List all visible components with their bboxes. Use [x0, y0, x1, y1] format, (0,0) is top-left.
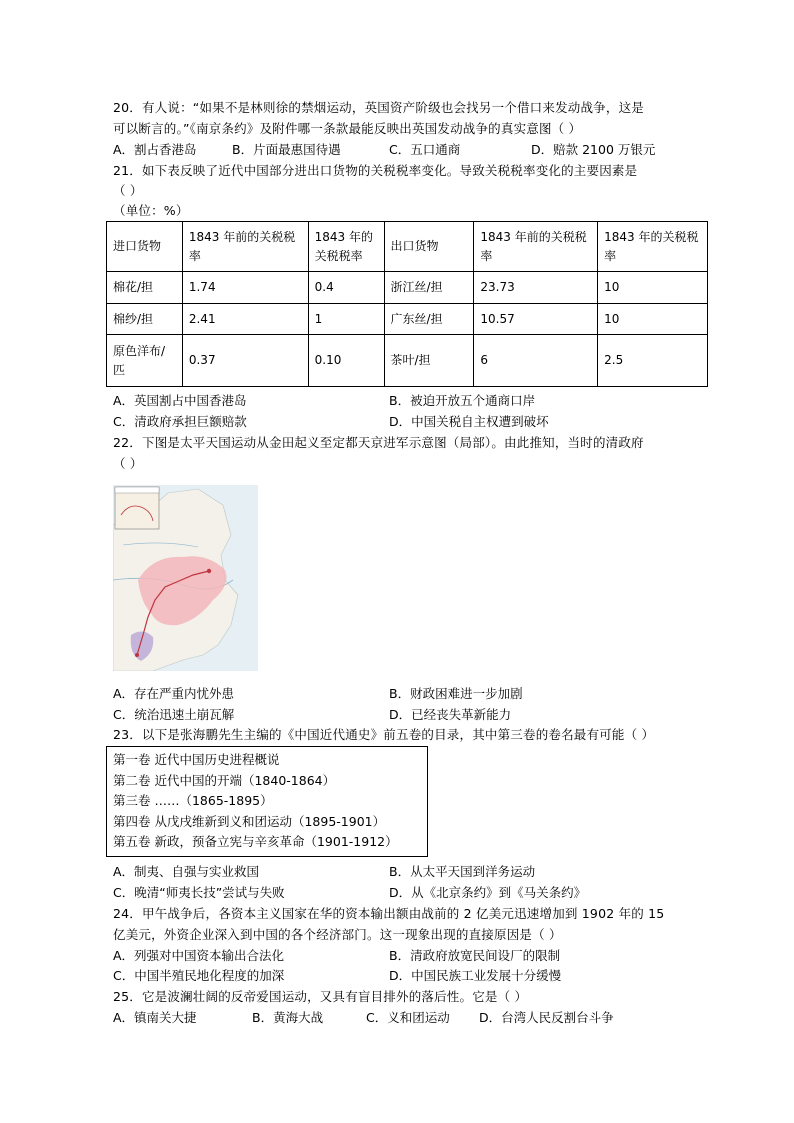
table-cell: 10 [598, 304, 708, 335]
q23-stem: 23．以下是张海鹏先生主编的《中国近代通史》前五卷的目录，其中第三卷的卷名最有可能（ ） [113, 727, 655, 742]
contents-row: 第三卷 ……（1865-1895） [113, 793, 273, 809]
table-cell: 浙江丝/担 [384, 272, 474, 304]
q24-option-b[interactable]: B．清政府放宽民间设厂的限制 [389, 948, 561, 963]
table-cell: 10 [598, 272, 708, 304]
table-cell: 棉花/担 [107, 272, 183, 304]
q24-stem-line2: 亿美元，外资企业深入到中国的各个经济部门。这一现象出现的直接原因是（ ） [113, 927, 562, 942]
q25-option-c[interactable]: C．义和团运动 [366, 1010, 450, 1025]
q23-option-d[interactable]: D．从《北京条约》到《马关条约》 [389, 885, 587, 900]
q25-stem: 25．它是波澜壮阔的反帝爱国运动，又具有盲目排外的落后性。它是（ ） [113, 989, 528, 1004]
table-cell: 6 [474, 335, 598, 387]
contents-row: 第一卷 近代中国历史进程概说 [113, 752, 280, 767]
q21-unit: （单位：%） [113, 203, 189, 218]
table-row [107, 272, 708, 304]
q20-option-c[interactable]: C．五口通商 [389, 142, 461, 157]
q22-stem-line1: 22．下图是太平天国运动从金田起义至定都天京进军示意图（局部）。由此推知，当时的清政府 [113, 435, 644, 450]
table-cell: 棉纱/担 [107, 304, 183, 335]
q20-stem-line1: 20．有人说：“如果不是林则徐的禁烟运动，英国资产阶级也会找另一个借口来发动战争，这是 [113, 100, 644, 115]
table-row [107, 335, 708, 387]
q24-option-d[interactable]: D．中国民族工业发展十分缓慢 [389, 968, 562, 983]
table-cell: 2.5 [598, 335, 708, 387]
table-cell: 10.57 [474, 304, 598, 335]
contents-row: 第四卷 从戊戌维新到义和团运动（1895-1901） [113, 813, 386, 829]
q22-option-b[interactable]: B．财政困难进一步加剧 [389, 686, 523, 701]
q21-stem-line2: （ ） [113, 183, 143, 198]
q23-option-a[interactable]: A．制夷、自强与实业救国 [113, 864, 260, 879]
table-cell: 2.41 [182, 304, 308, 335]
q25-option-b[interactable]: B．黄海大战 [252, 1010, 324, 1025]
q20-option-d[interactable]: D．赔款 2100 万银元 [531, 142, 656, 157]
table-cell: 0.10 [308, 335, 384, 387]
q25-option-a[interactable]: A．镇南关大捷 [113, 1010, 197, 1025]
table-cell: 0.37 [182, 335, 308, 387]
q25-option-d[interactable]: D．台湾人民反割台斗争 [479, 1010, 614, 1025]
q22-option-c[interactable]: C．统治迅速土崩瓦解 [113, 707, 235, 722]
table-cell: 茶叶/担 [384, 335, 474, 387]
table-header-cell: 1843 年前的关税税率 [182, 222, 308, 272]
q22-option-d[interactable]: D．已经丧失革新能力 [389, 707, 512, 722]
q21-option-d[interactable]: D．中国关税自主权遭到破坏 [389, 414, 549, 429]
q22-stem-line2: （ ） [113, 456, 143, 471]
table-cell: 1 [308, 304, 384, 335]
q20-option-b[interactable]: B．片面最惠国待遇 [232, 142, 341, 157]
q20-option-a[interactable]: A．割占香港岛 [113, 142, 197, 157]
taiping-march-map [113, 485, 258, 671]
table-cell: 1.74 [182, 272, 308, 304]
map-graphic [113, 485, 258, 671]
q21-option-a[interactable]: A．英国割占中国香港岛 [113, 393, 247, 408]
table-header-cell: 进口货物 [107, 222, 183, 272]
book-contents-box [106, 746, 428, 857]
q21-stem-line1: 21．如下表反映了近代中国部分进出口货物的关税税率变化。导致关税税率变化的主要因素是 [113, 163, 638, 178]
q20-stem-line2: 可以断言的。”《南京条约》及附件哪一条款最能反映出英国发动战争的真实意图（ ） [113, 121, 582, 136]
q21-option-b[interactable]: B．被迫开放五个通商口岸 [389, 393, 536, 408]
q22-option-a[interactable]: A．存在严重内忧外患 [113, 686, 235, 701]
table-cell: 广东丝/担 [384, 304, 474, 335]
tariff-table [106, 221, 708, 387]
q23-option-b[interactable]: B．从太平天国到洋务运动 [389, 864, 536, 879]
table-row [107, 304, 708, 335]
table-cell: 23.73 [474, 272, 598, 304]
table-header-cell: 1843 年的关税税率 [308, 222, 384, 272]
q21-option-c[interactable]: C．清政府承担巨额赔款 [113, 414, 247, 429]
contents-row: 第五卷 新政，预备立宪与辛亥革命（1901-1912） [113, 834, 398, 850]
table-header-cell: 1843 年的关税税率 [598, 222, 708, 272]
table-cell: 原色洋布/匹 [107, 335, 183, 387]
q24-option-a[interactable]: A．列强对中国资本输出合法化 [113, 948, 285, 963]
q23-option-c[interactable]: C．晚清“师夷长技”尝试与失败 [113, 885, 285, 900]
contents-row: 第二卷 近代中国的开端（1840-1864） [113, 772, 336, 788]
table-header-cell: 1843 年前的关税税率 [474, 222, 598, 272]
table-header-row [107, 222, 708, 272]
q24-option-c[interactable]: C．中国半殖民地化程度的加深 [113, 968, 285, 983]
table-header-cell: 出口货物 [384, 222, 474, 272]
q24-stem-line1: 24．甲午战争后，各资本主义国家在华的资本输出额由战前的 2 亿美元迅速增加到 1902 年的 15 [113, 906, 665, 921]
table-cell: 0.4 [308, 272, 384, 304]
